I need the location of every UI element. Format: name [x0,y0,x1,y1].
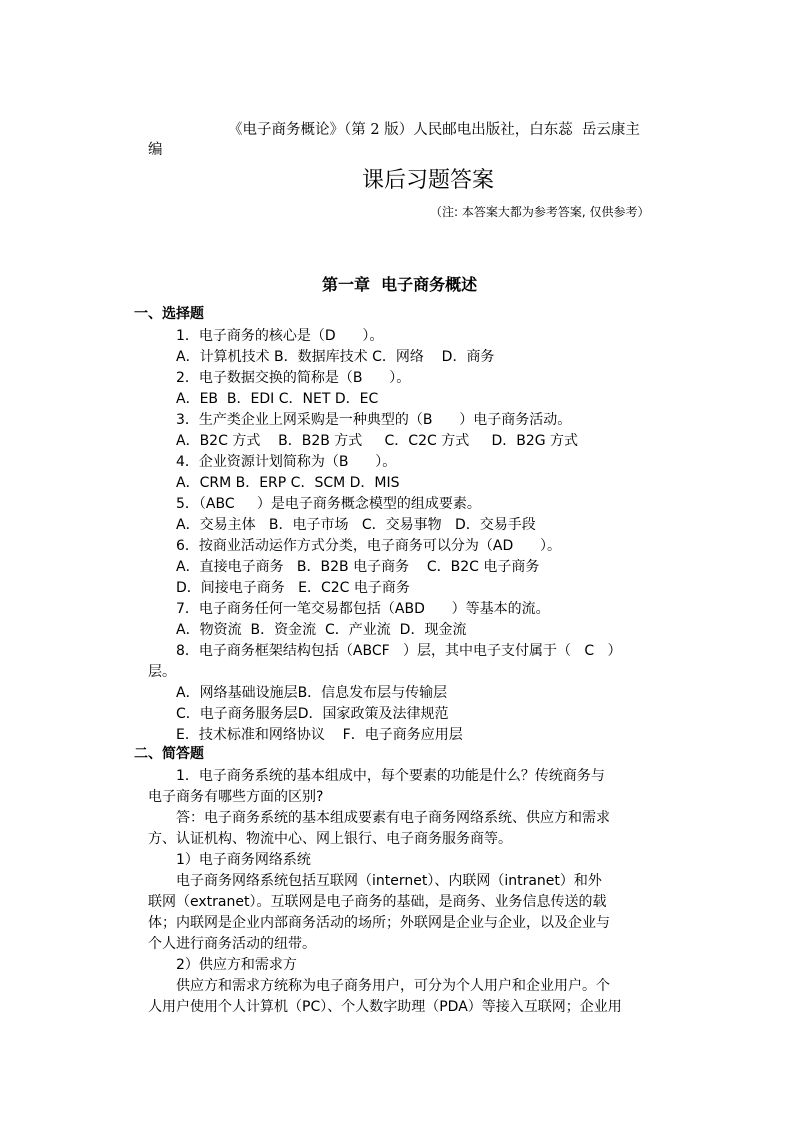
paragraph-line: 联网（extranet）。互联网是电子商务的基础，是商务、业务信息传送的载 [148,894,607,910]
answer-options-line: A．计算机技术 B．数据库技术 C．网络 D．商务 [176,349,495,365]
book-info-line-2: 编 [148,142,163,158]
answer-options-line: A．B2C 方式 B．B2B 方式 C．C2C 方式 D．B2G 方式 [176,433,579,449]
answer-options-line: A．交易主体 B．电子市场 C．交易事物 D．交易手段 [176,517,536,533]
answer-options-line: A．CRM B．ERP C．SCM D．MIS [176,475,400,491]
question-continuation: 层。 [148,664,176,680]
book-info-line-1: 《电子商务概论》（第 2 版）人民邮电出版社，白东蕊 岳云康主 [228,122,640,138]
answer-options-line: A．直接电子商务 B．B2B 电子商务 C．B2C 电子商务 [176,559,540,575]
page-title: 课后习题答案 [362,168,495,193]
question-line: 6．按商业活动运作方式分类，电子商务可以分为（AD ）。 [176,538,561,554]
section-heading-choice: 一、选择题 [134,306,204,322]
question-line: 5．（ABC ）是电子商务概念模型的组成要素。 [176,496,481,512]
subheading: 1）电子商务网络系统 [176,852,311,868]
question-line: 3．生产类企业上网采购是一种典型的（B ）电子商务活动。 [176,412,572,428]
question-line: 4．企业资源计划简称为（B ）。 [176,454,397,470]
question-line: 7．电子商务任何一笔交易都包括（ABD ）等基本的流。 [176,601,550,617]
answer-options-line: A．网络基础设施层B．信息发布层与传输层 [176,685,448,701]
paragraph-line: 供应方和需求方统称为电子商务用户，可分为个人用户和企业用户。个 [176,978,610,994]
disclaimer-note: （注: 本答案大都为参考答案, 仅供参考） [430,205,650,219]
question-line: 电子商务有哪些方面的区别? [148,789,324,805]
answer-options-line: E．技术标准和网络协议 F．电子商务应用层 [176,727,463,743]
paragraph-line: 体；内联网是企业内部商务活动的场所；外联网是企业与企业，以及企业与 [148,915,610,931]
answer-text: 答：电子商务系统的基本组成要素有电子商务网络系统、供应方和需求 [176,810,610,826]
answer-options-line: C．电子商务服务层D．国家政策及法律规范 [176,706,449,722]
paragraph-line: 电子商务网络系统包括互联网（internet）、内联网（intranet）和外 [176,873,602,889]
question-line: 2．电子数据交换的简称是（B ）。 [176,370,411,386]
section-heading-short-answer: 二、简答题 [134,746,204,762]
answer-options-line: D．间接电子商务 E．C2C 电子商务 [176,580,410,596]
chapter-title: 第一章 电子商务概述 [322,275,478,294]
paragraph-line: 个人进行商务活动的纽带。 [148,936,316,952]
question-line: 1．电子商务系统的基本组成中，每个要素的功能是什么？传统商务与 [176,768,605,784]
question-line: 8．电子商务框架结构包括（ABCF ）层，其中电子支付属于（ C ） [176,643,622,659]
answer-text: 方、认证机构、物流中心、网上银行、电子商务服务商等。 [148,831,512,847]
answer-options-line: A．物资流 B．资金流 C．产业流 D．现金流 [176,622,467,638]
question-line: 1．电子商务的核心是（D ）。 [176,328,384,344]
answer-options-line: A．EB B．EDI C．NET D．EC [176,391,379,407]
paragraph-line: 人用户使用个人计算机（PC）、个人数字助理（PDA）等接入互联网；企业用 [148,999,622,1015]
subheading: 2）供应方和需求方 [176,957,297,973]
